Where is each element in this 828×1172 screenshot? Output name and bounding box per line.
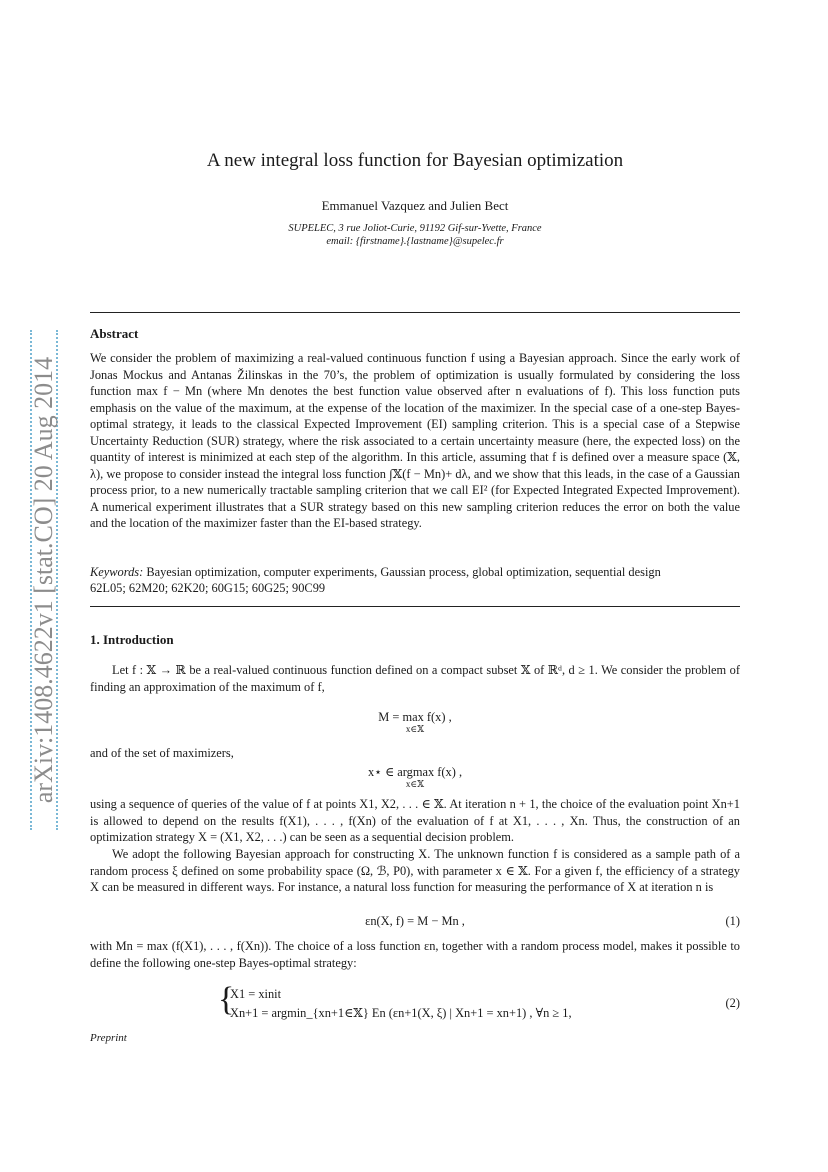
top-rule: [90, 312, 740, 313]
abstract-heading: Abstract: [90, 326, 139, 341]
intro-paragraph-3: using a sequence of queries of the value of f at points X1, X2, . . . ∈ 𝕏. At iteration n + 1, the choice of the evaluation point Xn+1 is allowed to depend on the results f(X1), . . . , f(Xn) of the evaluation of f at X1, . . . , Xn. Thus, the construction of an optimization strategy X = (X1, X2, . . .) can be seen as a sequential decision problem.: [90, 797, 740, 844]
left-brace: {: [218, 981, 235, 1018]
equation-max: [90, 710, 740, 734]
paper-title: A new integral loss function for Bayesian optimization: [206, 150, 624, 171]
author-email: email: {firstname}.{lastname}@supelec.fr: [326, 236, 504, 247]
equation-2-number: (2): [725, 996, 740, 1010]
equation-max-expression: [378, 710, 451, 734]
bottom-rule: [90, 606, 740, 607]
arxiv-sidebar: [24, 330, 64, 830]
intro-paragraph-5: with Mn = max (f(X1), . . . , f(Xn)). The choice of a loss function εn, together with a random process model, makes it possible to define the following one-step Bayes-optimal strategy:: [90, 939, 740, 970]
arxiv-identifier: arXiv:1408.4622v1 [stat.CO] 20 Aug 2014: [29, 356, 58, 804]
keywords-label: Keywords:: [90, 565, 144, 579]
section-heading-introduction: 1. Introduction: [90, 632, 174, 647]
equation-2-line-1: X1 = xinit: [230, 987, 282, 1001]
equation-1: εn(X, f) = M − Mn ,: [365, 914, 465, 928]
equation-argmax-subscript: x∈𝕏: [405, 779, 425, 789]
abstract-body: We consider the problem of maximizing a real-valued continuous function f using a Bayesian approach. Since the early work of Jonas Mockus and Antanas Žilinskas in the 70’s, the problem of optimization is usually formulated by considering the loss function max f − Mn (where Mn denotes the best function value observed after n evaluations of f). This loss function puts emphasis on the value of the maximum, at the expense of the location of the maximizer. In the special case of a one-step Bayes-optimal strategy, it leads to the classical Expected Improvement (EI) sampling criterion. This is a special case of a Stepwise Uncertainty Reduction (SUR) strategy, where the risk associated to a certain uncertainty measure (here, the expected loss) on the quantity of interest is minimized at each step of the algorithm. In this article, assuming that f is defined over a measure space (𝕏, λ), we propose to consider instead the integral loss function ∫𝕏(f − Mn)+ dλ, and we show that this leads, in the case of a Gaussian process prior, to a new numerically tractable sampling criterion that we call EI² (for Expected Integrated Expected Improvement). A numerical experiment illustrates that a SUR strategy based on this new sampling criterion reduces the error on both the value and the location of the maximizer faster than the EI-based strategy.: [90, 351, 740, 530]
keywords-text: Bayesian optimization, computer experiments, Gaussian process, global optimization, sequential design: [146, 565, 661, 579]
affiliation-block: [90, 222, 740, 248]
equation-2-line-2: Xn+1 = argmin_{xn+1∈𝕏} En (εn+1(X, ξ) | Xn+1 = xn+1) , ∀n ≥ 1,: [230, 1006, 572, 1020]
equation-argmax: [90, 764, 740, 789]
equation-max-text: M = max f(x) ,: [378, 710, 452, 724]
preprint-footer: Preprint: [90, 1032, 127, 1044]
intro-paragraph-4: We adopt the following Bayesian approach for constructing X. The unknown function f is considered as a sample path of a random process ξ defined on some probability space (Ω, ℬ, P0), with parameter x ∈ 𝕏. For a given f, the efficiency of a strategy X can be measured in different ways. For instance, a natural loss function for measuring the performance of X at iteration n is: [90, 847, 740, 894]
equation-argmax-text: x⋆ ∈ argmax f(x) ,: [367, 765, 463, 779]
equation-1-number: (1): [725, 914, 740, 928]
equation-argmax-expression: [368, 764, 462, 789]
intro-paragraph-2: and of the set of maximizers,: [90, 746, 234, 760]
intro-paragraph-1: Let f : 𝕏 → ℝ be a real-valued continuous function defined on a compact subset 𝕏 of ℝᵈ, d ≥ 1. We consider the problem of finding an approximation of the maximum of f,: [90, 663, 740, 694]
equation-2-cases: [218, 981, 572, 1023]
paper-authors: Emmanuel Vazquez and Julien Bect: [321, 198, 509, 213]
msc-codes: 62L05; 62M20; 62K20; 60G15; 60G25; 90C99: [90, 581, 326, 595]
equation-max-subscript: x∈𝕏: [405, 724, 425, 734]
keywords-block: [90, 564, 740, 596]
affiliation: SUPELEC, 3 rue Joliot-Curie, 91192 Gif-sur-Yvette, France: [288, 223, 542, 234]
